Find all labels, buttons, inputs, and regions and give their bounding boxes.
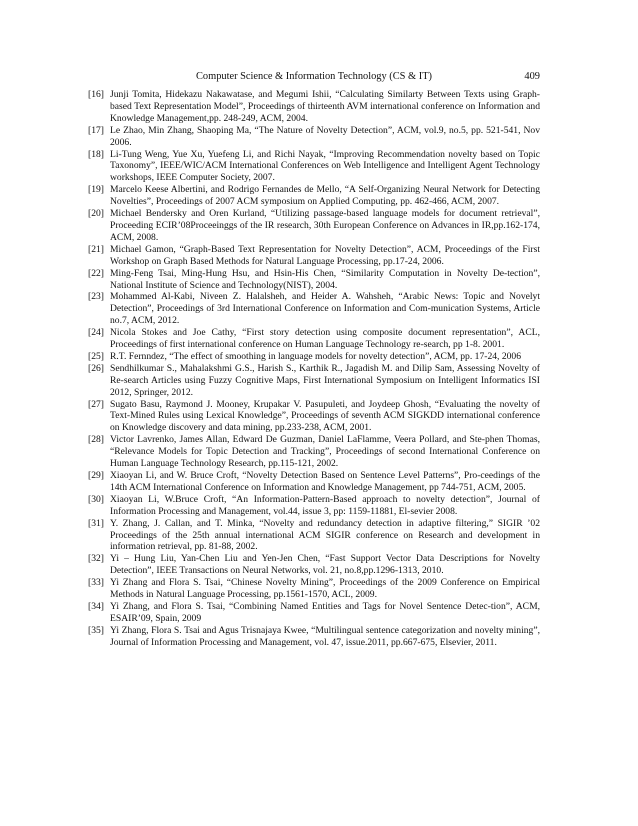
reference-text: Mohammed Al-Kabi, Niveen Z. Halalsheh, and Heider A. Wahsheh, “Arabic News: Topic and Novelyt Detection”, Proceedings of 3rd International Conference on Information and Com-munication Systems, Article no.7, ACM, 2012. bbox=[110, 291, 540, 327]
reference-number: [21] bbox=[88, 243, 104, 255]
reference-number: [23] bbox=[88, 291, 104, 303]
reference-text: Marcelo Keese Albertini, and Rodrigo Fernandes de Mello, “A Self-Organizing Neural Network for Detecting Novelties”, Proceedings of 2007 ACM symposium on Applied Computing, pp. 462-466, ACM, 2007. bbox=[110, 184, 540, 208]
reference-list bbox=[88, 89, 540, 649]
reference-number: [18] bbox=[88, 148, 104, 160]
reference-item bbox=[88, 601, 540, 625]
reference-item bbox=[88, 327, 540, 351]
reference-text: Nicola Stokes and Joe Cathy, “First story detection using composite document representation”, ACL, Proceedings of first international conference on Human Language Technology re-search, pp 1-8. 2001. bbox=[110, 327, 540, 351]
reference-number: [22] bbox=[88, 267, 104, 279]
reference-item bbox=[88, 268, 540, 292]
reference-number: [26] bbox=[88, 362, 104, 374]
reference-item bbox=[88, 399, 540, 435]
reference-item bbox=[88, 494, 540, 518]
reference-number: [28] bbox=[88, 434, 104, 446]
reference-text: Michael Gamon, “Graph-Based Text Representation for Novelty Detection”, ACM, Proceedings of the First Workshop on Graph Based Methods for Natural Language Processing, pp.17-24, 2006. bbox=[110, 243, 540, 267]
reference-number: [31] bbox=[88, 517, 104, 529]
reference-text: Sugato Basu, Raymond J. Mooney, Krupakar V. Pasupuleti, and Joydeep Ghosh, “Evaluating the novelty of Text-Mined Rules using Lexical Knowledge”, Proceedings of seventh ACM SIGKDD international conference on Knowledge discovery and data mining, pp.233-238, ACM, 2001. bbox=[110, 398, 540, 434]
reference-item bbox=[88, 89, 540, 125]
reference-item bbox=[88, 184, 540, 208]
running-title: Computer Science & Information Technology (CS & IT) bbox=[196, 71, 432, 82]
reference-item bbox=[88, 208, 540, 244]
reference-item bbox=[88, 577, 540, 601]
reference-text: Li-Tung Weng, Yue Xu, Yuefeng Li, and Richi Nayak, “Improving Recommendation novelty based on Topic Taxonomy”, IEEE/WIC/ACM International Conferences on Web Intelligence and Intelligent Agent Technology workshops, IEEE Computer Society, 2007. bbox=[110, 148, 540, 184]
reference-number: [20] bbox=[88, 208, 104, 220]
reference-item bbox=[88, 518, 540, 554]
reference-text: Yi – Hung Liu, Yan-Chen Liu and Yen-Jen Chen, “Fast Support Vector Data Descriptions for Novelty Detection”, IEEE Transactions on Neural Networks, vol. 21, no.8,pp.1296-1313, 2010. bbox=[110, 553, 540, 577]
reference-item bbox=[88, 244, 540, 268]
reference-text: Xiaoyan Li, and W. Bruce Croft, “Novelty Detection Based on Sentence Level Patterns”, Pro-ceedings of the 14th ACM International Conference on Information and Knowledge Management, pp 744-751, ACM, 2005. bbox=[110, 470, 540, 493]
reference-number: [16] bbox=[88, 89, 104, 100]
reference-text: Y. Zhang, J. Callan, and T. Minka, “Novelty and redundancy detection in adaptive filtering,” SIGIR ’02 Proceedings of the 25th annual international ACM SIGIR conference on Research and development in information retrieval, pp. 81-88, 2002. bbox=[110, 517, 540, 553]
reference-text: Xiaoyan Li, W.Bruce Croft, “An Information-Pattern-Based approach to novelty detection”, Journal of Information Processing and Management, vol.44, issue 3, pp: 1159-11881, El-sevier 2008. bbox=[110, 493, 540, 517]
reference-number: [30] bbox=[88, 493, 104, 505]
reference-number: [33] bbox=[88, 577, 104, 589]
reference-number: [25] bbox=[88, 350, 104, 362]
reference-item bbox=[88, 625, 540, 649]
reference-text: Sendhilkumar S., Mahalakshmi G.S., Harish S., Karthik R., Jagadish M. and Dilip Sam, Assessing Novelty of Re-search Articles using Fuzzy Cognitive Maps, First International Symposium on Intelligent Informatics ISI 2012, Springer, 2012. bbox=[110, 362, 540, 398]
reference-item bbox=[88, 351, 540, 363]
reference-number: [29] bbox=[88, 470, 104, 481]
reference-text: Ming-Feng Tsai, Ming-Hung Hsu, and Hsin-His Chen, “Similarity Computation in Novelty De-tection”, National Institute of Science and Technology(NIST), 2004. bbox=[110, 267, 540, 291]
page-number: 409 bbox=[524, 71, 540, 82]
reference-number: [24] bbox=[88, 327, 104, 339]
reference-number: [32] bbox=[88, 553, 104, 565]
reference-text: Yi Zhang, and Flora S. Tsai, “Combining Named Entities and Tags for Novel Sentence Detec-tion”, ACM, ESAIR’09, Spain, 2009 bbox=[110, 600, 540, 624]
reference-item bbox=[88, 291, 540, 327]
reference-item bbox=[88, 149, 540, 185]
reference-number: [17] bbox=[88, 124, 104, 136]
reference-number: [35] bbox=[88, 624, 104, 636]
reference-text: Le Zhao, Min Zhang, Shaoping Ma, “The Nature of Novelty Detection”, ACM, vol.9, no.5, pp. 521-541, Nov 2006. bbox=[110, 124, 540, 148]
reference-text: R.T. Fernndez, “The effect of smoothing in language models for novelty detection”, ACM, pp. 17-24, 2006 bbox=[110, 350, 522, 362]
reference-number: [19] bbox=[88, 184, 104, 196]
reference-text: Victor Lavrenko, James Allan, Edward De Guzman, Daniel LaFlamme, Veera Pollard, and Ste-phen Thomas, “Relevance Models for Topic Detection and Tracking”, Proceedings of second International Conference on Human Language Technology Research, pp.115-121, 2002. bbox=[110, 434, 540, 470]
running-header bbox=[88, 70, 540, 84]
reference-number: [27] bbox=[88, 398, 104, 410]
reference-text: Michael Bendersky and Oren Kurland, “Utilizing passage-based language models for document retrieval”, Proceeding ECIR’08Proceeinggs of the IR research, 30th European Conference on Advances in IR,pp.162-174, ACM, 2008. bbox=[110, 208, 540, 243]
reference-item bbox=[88, 363, 540, 399]
reference-item bbox=[88, 434, 540, 470]
reference-text: Yi Zhang and Flora S. Tsai, “Chinese Novelty Mining”, Proceedings of the 2009 Conference on Empirical Methods in Natural Language Processing, pp.1561-1570, ACL, 2009. bbox=[110, 577, 540, 601]
reference-item bbox=[88, 125, 540, 149]
reference-text: Junji Tomita, Hidekazu Nakawatase, and Megumi Ishii, “Calculating Similarty Between Texts using Graph-based Text Representation Model”, Proceedings of thirteenth AVM international conference on Information and Knowledge Management,pp. 248-249, ACM, 2004. bbox=[110, 89, 540, 124]
reference-text: Yi Zhang, Flora S. Tsai and Agus Trisnajaya Kwee, “Multilingual sentence categorization and novelty mining”, Journal of Information Processing and Management, vol. 47, issue.2011, pp.667-675, Elsevier, 2011. bbox=[110, 624, 540, 648]
reference-number: [34] bbox=[88, 600, 104, 612]
reference-item bbox=[88, 470, 540, 494]
reference-item bbox=[88, 553, 540, 577]
